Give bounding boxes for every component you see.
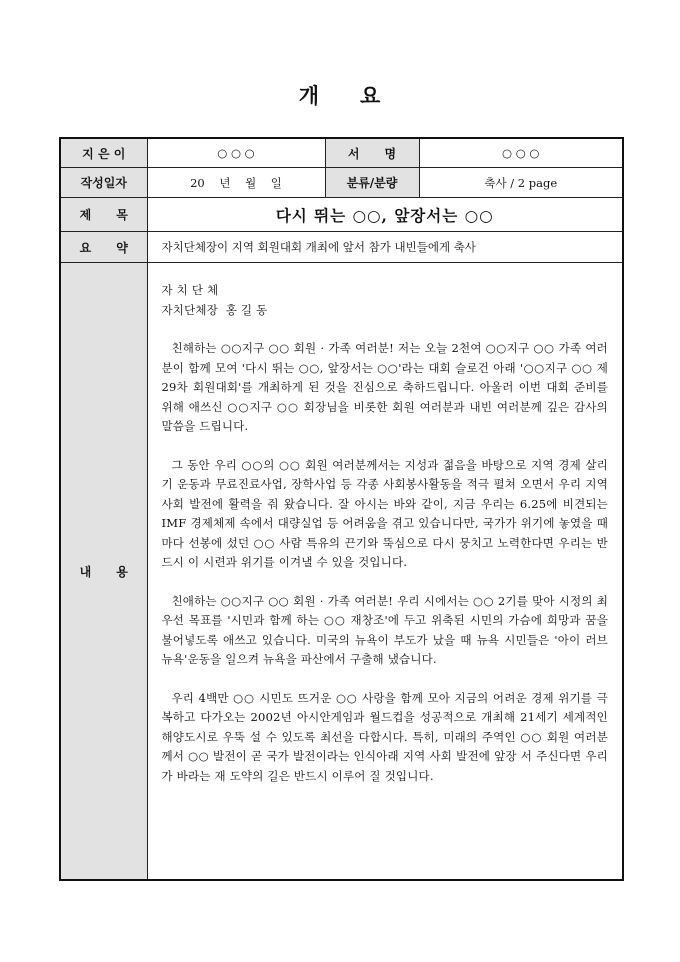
content-body [147,263,623,881]
content-header-1: 자 치 단 체 [161,283,219,297]
author-value: ○ ○ ○ [147,138,325,168]
summary-label: 요 약 [60,232,147,263]
signer-label: 서 명 [325,138,419,168]
signer-value: ○ ○ ○ [419,138,623,168]
content-label: 내 용 [60,263,147,881]
document-title [0,80,680,110]
date-label: 작성일자 [60,168,147,198]
overview-table [59,137,624,881]
author-label: 지 은 이 [60,138,147,168]
category-label: 분류/분량 [325,168,419,198]
summary-value: 자치단체장이 지역 회원대회 개최에 앞서 참가 내빈들에게 축사 [147,232,623,263]
content-row [60,263,623,881]
content-paragraph-2: 그 동안 우리 ○○의 ○○ 회원 여러분께서는 지성과 젊음을 바탕으로 지역 경제 살리기 운동과 무료진료사업, 장학사업 등 각종 사회봉사활동을 적극 펼쳐 오면서 우리 지역 사회 발전에 활력을 줘 왔습니다. 잘 아시는 바와 같이, 지금 우리는 6.25에 비견되는 IMF 경제체제 속에서 대량실업 등 어려움을 겪고 있습니다만, 국가가 위기에 놓였을 때마다 선봉에 섰던 ○○ 사람 특유의 끈기와 뚝심으로 다시 뭉치고 노력한다면 우리는 반드시 이 시련과 위기를 이겨낼 수 있을 것입니다. [161,457,608,569]
category-value: 축사 / 2 page [419,168,623,198]
title-right: 요 [360,83,382,108]
date-value: 20 년 월 일 [147,168,325,198]
content-paragraph-1: 친해하는 ○○지구 ○○ 회원 · 가족 여러분! 저는 오늘 2천여 ○○지구 ○○ 가족 여러분이 함께 모여 '다시 뛰는 ○○, 앞장서는 ○○'라는 대회 슬로건 아래 '○○지구 ○○ 제29차 회원대회'를 개최하게 된 것을 진심으로 축하드립니다. 아울러 이번 대회 준비를 위해 애쓰신 ○○지구 ○○ 회장님을 비롯한 회원 여러분과 내빈 여러분께 깊은 감사의 말씀을 드립니다. [161,341,608,433]
summary-row [60,232,623,263]
subject-row [60,198,623,232]
author-row [60,138,623,168]
title-left: 개 [298,83,320,108]
subject-label: 제 목 [60,198,147,232]
date-row [60,168,623,198]
content-paragraph-4: 우리 4백만 ○○ 시민도 뜨거운 ○○ 사랑을 함께 모아 지금의 어려운 경제 위기를 극복하고 다가오는 2002년 아시안게임과 월드컵을 성공적으로 개최해 21세기 세계적인 해양도시로 우뚝 설 수 있도록 최선을 다합시다. 특히, 미래의 주역인 ○○ 회원 여러분께서 ○○ 발전이 곧 국가 발전이라는 인식아래 지역 사회 발전에 앞장 서 주신다면 우리가 바라는 재 도약의 길은 반드시 이루어 질 것입니다. [161,690,608,783]
content-paragraph-3: 친애하는 ○○지구 ○○ 회원 · 가족 여러분! 우리 시에서는 ○○ 2기를 맞아 시정의 최우선 목표를 '시민과 함께 하는 ○○ 재창조'에 두고 위축된 시민의 가슴에 희망과 꿈을 불어넣도록 애쓰고 있습니다. 미국의 뉴욕이 부도가 났을 때 뉴욕 시민들은 '아이 러브 뉴욕'운동을 일으켜 뉴욕을 파산에서 구출해 냈습니다. [161,593,608,666]
subject-value: 다시 뛰는 ○○, 앞장서는 ○○ [147,198,623,232]
content-header-2: 자치단체장 홍 길 동 [161,302,268,317]
